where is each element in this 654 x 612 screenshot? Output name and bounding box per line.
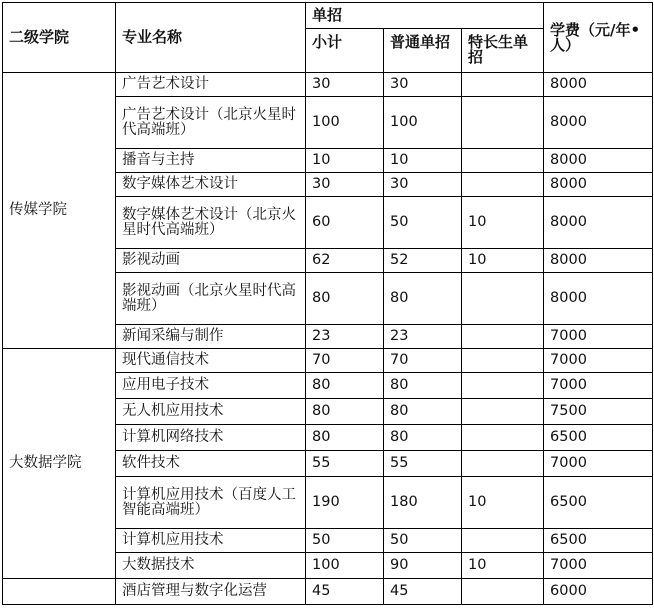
enrollment-table <box>2 2 653 605</box>
subtotal-cell: 45 <box>306 579 384 605</box>
tuition-cell: 8000 <box>544 249 653 273</box>
major-cell: 软件技术 <box>116 451 306 477</box>
table-row <box>3 73 653 97</box>
general-cell: 52 <box>384 249 462 273</box>
tuition-cell: 7500 <box>544 399 653 425</box>
major-cell: 酒店管理与数字化运营 <box>116 579 306 605</box>
special-cell <box>462 97 544 149</box>
table-body <box>3 73 653 605</box>
special-cell <box>462 349 544 373</box>
tuition-cell: 8000 <box>544 273 653 325</box>
general-cell: 23 <box>384 325 462 349</box>
general-cell: 70 <box>384 349 462 373</box>
header-subtotal: 小计 <box>306 29 384 73</box>
tuition-cell: 8000 <box>544 97 653 149</box>
subtotal-cell: 80 <box>306 399 384 425</box>
subtotal-cell: 100 <box>306 553 384 579</box>
general-cell: 80 <box>384 273 462 325</box>
subtotal-cell: 10 <box>306 149 384 173</box>
special-cell: 10 <box>462 197 544 249</box>
general-cell: 90 <box>384 553 462 579</box>
college-cell: 大数据学院 <box>3 349 116 579</box>
general-cell: 180 <box>384 477 462 529</box>
major-cell: 计算机应用技术 <box>116 529 306 553</box>
general-cell: 10 <box>384 149 462 173</box>
subtotal-cell: 30 <box>306 173 384 197</box>
tuition-cell: 6000 <box>544 579 653 605</box>
major-cell: 数字媒体艺术设计 <box>116 173 306 197</box>
major-cell: 广告艺术设计（北京火星时代高端班） <box>116 97 306 149</box>
subtotal-cell: 50 <box>306 529 384 553</box>
subtotal-cell: 23 <box>306 325 384 349</box>
subtotal-cell: 80 <box>306 273 384 325</box>
special-cell <box>462 399 544 425</box>
major-cell: 广告艺术设计 <box>116 73 306 97</box>
tuition-cell: 7000 <box>544 349 653 373</box>
general-cell: 45 <box>384 579 462 605</box>
major-cell: 无人机应用技术 <box>116 399 306 425</box>
subtotal-cell: 55 <box>306 451 384 477</box>
header-major: 专业名称 <box>116 3 306 73</box>
general-cell: 80 <box>384 399 462 425</box>
major-cell: 计算机网络技术 <box>116 425 306 451</box>
subtotal-cell: 80 <box>306 425 384 451</box>
tuition-cell: 6500 <box>544 425 653 451</box>
tuition-cell: 8000 <box>544 173 653 197</box>
special-cell <box>462 579 544 605</box>
tuition-cell: 6500 <box>544 529 653 553</box>
special-cell <box>462 273 544 325</box>
tuition-cell: 8000 <box>544 197 653 249</box>
subtotal-cell: 30 <box>306 73 384 97</box>
tuition-cell: 8000 <box>544 73 653 97</box>
general-cell: 100 <box>384 97 462 149</box>
header-college: 二级学院 <box>3 3 116 73</box>
general-cell: 50 <box>384 197 462 249</box>
subtotal-cell: 60 <box>306 197 384 249</box>
major-cell: 现代通信技术 <box>116 349 306 373</box>
major-cell: 影视动画 <box>116 249 306 273</box>
special-cell <box>462 325 544 349</box>
special-cell: 10 <box>462 553 544 579</box>
tuition-cell: 8000 <box>544 149 653 173</box>
subtotal-cell: 80 <box>306 373 384 399</box>
special-cell <box>462 529 544 553</box>
general-cell: 80 <box>384 425 462 451</box>
major-cell: 大数据技术 <box>116 553 306 579</box>
special-cell <box>462 425 544 451</box>
general-cell: 30 <box>384 173 462 197</box>
tuition-cell: 7000 <box>544 325 653 349</box>
special-cell <box>462 149 544 173</box>
subtotal-cell: 190 <box>306 477 384 529</box>
college-cell <box>3 579 116 605</box>
special-cell <box>462 73 544 97</box>
subtotal-cell: 70 <box>306 349 384 373</box>
special-cell: 10 <box>462 249 544 273</box>
major-cell: 新闻采编与制作 <box>116 325 306 349</box>
special-cell <box>462 373 544 399</box>
special-cell <box>462 451 544 477</box>
subtotal-cell: 62 <box>306 249 384 273</box>
header-tuition: 学费（元/年•人） <box>544 3 653 73</box>
special-cell: 10 <box>462 477 544 529</box>
tuition-cell: 6500 <box>544 477 653 529</box>
major-cell: 播音与主持 <box>116 149 306 173</box>
general-cell: 80 <box>384 373 462 399</box>
major-cell: 数字媒体艺术设计（北京火星时代高端班） <box>116 197 306 249</box>
general-cell: 55 <box>384 451 462 477</box>
tuition-cell: 7000 <box>544 373 653 399</box>
table-row <box>3 349 653 373</box>
header-special: 特长生单招 <box>462 29 544 73</box>
tuition-cell: 7000 <box>544 553 653 579</box>
major-cell: 影视动画（北京火星时代高端班） <box>116 273 306 325</box>
major-cell: 应用电子技术 <box>116 373 306 399</box>
subtotal-cell: 100 <box>306 97 384 149</box>
college-cell: 传媒学院 <box>3 73 116 349</box>
tuition-cell: 7000 <box>544 451 653 477</box>
header-single-enroll: 单招 <box>306 3 544 29</box>
header-general: 普通单招 <box>384 29 462 73</box>
special-cell <box>462 173 544 197</box>
major-cell: 计算机应用技术（百度人工智能高端班） <box>116 477 306 529</box>
general-cell: 30 <box>384 73 462 97</box>
table-row <box>3 579 653 605</box>
general-cell: 50 <box>384 529 462 553</box>
